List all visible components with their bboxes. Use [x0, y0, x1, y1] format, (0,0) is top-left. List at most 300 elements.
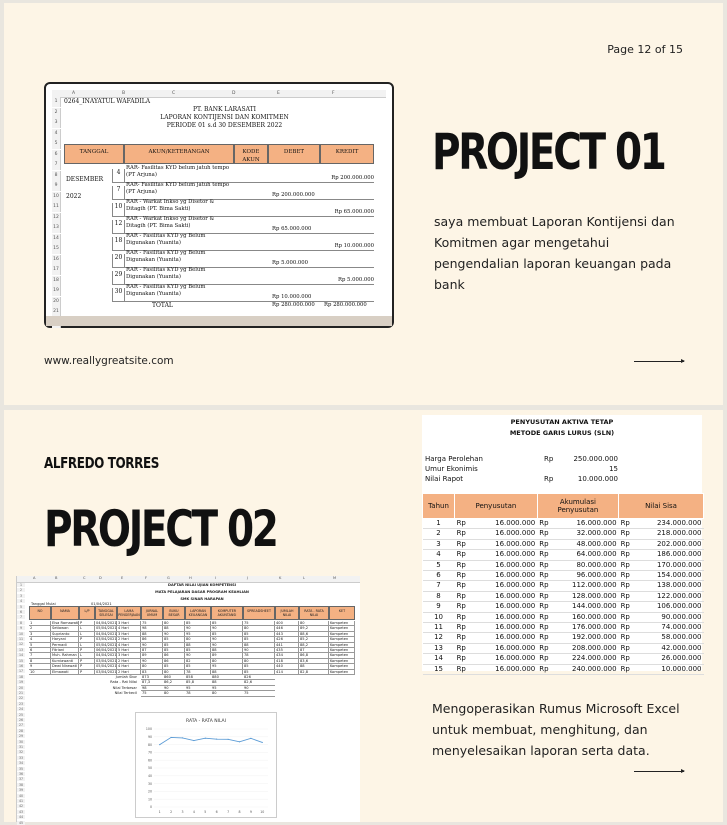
currency-label: Rp: [539, 623, 549, 632]
amount-cell: [537, 550, 618, 560]
table-cell: 90: [211, 626, 243, 631]
table-cell: 4: [29, 637, 51, 642]
column-letter: K: [279, 576, 282, 580]
table-cell: Kompeten: [329, 637, 355, 642]
table-cell: 2 Hari: [117, 670, 141, 675]
ledger-row: [112, 267, 374, 285]
amount-cell: [619, 581, 704, 591]
table-cell: 400: [275, 621, 299, 626]
table-cell: 85: [243, 632, 275, 637]
table-cell: Kompeten: [329, 643, 355, 648]
column-letter: J: [247, 576, 249, 580]
amount-cell: [537, 529, 618, 539]
ledger-kredit: Rp 65.000.000: [334, 209, 374, 215]
amount-cell: [455, 571, 538, 581]
y-tick-label: 30: [147, 781, 152, 786]
x-tick-label: 3: [181, 810, 184, 814]
ledger-account: RAR- Fasilitas KYD belum jatuh tempo (PT Arjuna): [126, 182, 230, 195]
table-cell: Permadi: [51, 643, 79, 648]
amount-cell: [619, 519, 704, 529]
table-row: [423, 571, 704, 581]
info-label: Umur Ekonimis: [425, 465, 478, 473]
amount-value: 16.000.000: [495, 581, 536, 590]
table-cell: 446: [275, 626, 299, 631]
summary-cell: 75: [243, 691, 275, 696]
year-cell: 9: [423, 602, 455, 612]
penyusutan-subtitle: METODE GARIS LURUS (SLN): [509, 429, 615, 437]
penyusutan-table-screenshot: [422, 415, 702, 671]
kontijensi-sheet: [52, 90, 386, 320]
table-header: AKUN/KETERANGAN: [124, 144, 234, 164]
ledger-day: 18: [112, 237, 125, 250]
table-cell: 88: [185, 643, 211, 648]
amount-cell: [455, 623, 538, 633]
amount-cell: [619, 612, 704, 622]
table-header: KODE AKUN: [234, 144, 268, 164]
y-tick-label: 90: [147, 735, 152, 739]
ledger-debet: Rp 65.000.000: [272, 226, 312, 232]
table-cell: 441: [275, 643, 299, 648]
column-letter: C: [172, 91, 176, 96]
amount-value: 202.000.000: [656, 539, 702, 548]
ledger-day: 30: [112, 288, 125, 301]
table-header: NO: [29, 606, 51, 620]
year-cell: 14: [423, 654, 455, 664]
row-number: 4: [52, 129, 61, 139]
table-cell: Elsa Ramawati: [52, 621, 79, 625]
table-cell: 85: [185, 664, 211, 669]
ledger-account: RAR - Fasilitas KYD yg Belum Digunakan (Yuanita): [126, 250, 206, 263]
column-letter: E: [277, 91, 280, 96]
table-cell: 435: [275, 648, 299, 653]
table-cell: 88,2: [299, 643, 329, 648]
amount-value: 218.000.000: [656, 529, 702, 538]
project-title: PROJECT 02: [44, 500, 277, 558]
currency-label: Rp: [539, 581, 549, 590]
amount-cell: [619, 623, 704, 633]
table-cell: Kompeten: [329, 626, 355, 631]
table-cell: 90: [163, 632, 185, 637]
x-tick-label: 9: [249, 810, 252, 814]
table-cell: 5: [29, 643, 51, 648]
column-letter: L: [303, 576, 306, 580]
table-cell: 426: [275, 637, 299, 642]
table-cell: 4 Hari: [117, 664, 141, 669]
average-chart: [135, 712, 277, 818]
table-cell: 82,8: [299, 670, 329, 675]
table-header: DEBET: [268, 144, 320, 164]
amount-value: 16.000.000: [495, 623, 536, 632]
currency-label: Rp: [620, 623, 630, 632]
year-cell: 11: [423, 623, 455, 633]
row-number: 17: [18, 669, 24, 674]
row-number: 13: [18, 647, 24, 652]
ledger-day: 20: [112, 254, 125, 267]
summary-cell: 880: [211, 675, 243, 680]
amount-value: 186.000.000: [656, 550, 702, 559]
amount-value: 32.000.000: [576, 529, 617, 538]
row-number: 1: [17, 583, 25, 587]
row-number: 45: [18, 820, 24, 825]
row-number: 9: [17, 626, 25, 630]
summary-cell: 858: [185, 675, 211, 680]
total-debet: Rp 280.000.000: [272, 302, 315, 308]
table-cell: 89: [211, 653, 243, 658]
amount-cell: [537, 519, 618, 529]
table-cell: 85: [185, 621, 211, 626]
column-letter: B: [122, 91, 126, 96]
amount-cell: [537, 602, 618, 612]
summary-cell: 873: [141, 675, 163, 680]
currency-label: Rp: [456, 539, 466, 548]
table-cell: 88: [163, 626, 185, 631]
amount-cell: [455, 581, 538, 591]
amount-cell: [619, 664, 704, 674]
table-header: JURNAL UMUM: [141, 606, 163, 620]
table-row: [423, 560, 704, 570]
amount-value: 16.000.000: [495, 602, 536, 611]
page-number: Page 12 of 15: [607, 43, 683, 56]
row-number: 12: [18, 642, 24, 647]
currency-label: Rp: [539, 633, 549, 642]
table-header: JUMLAH NILAI: [275, 606, 299, 620]
amount-value: 80.000.000: [576, 560, 617, 569]
year-cell: 1: [423, 519, 455, 529]
y-tick-label: 40: [147, 774, 152, 778]
row-number: 10: [18, 631, 24, 636]
currency-label: Rp: [620, 591, 630, 600]
row-number: 30: [18, 739, 24, 744]
amount-cell: [537, 654, 618, 664]
row-number: 16: [52, 255, 61, 265]
ledger-account: RAR - Fasilitas KYD yg Belum Digunakan (Yuanita): [126, 267, 206, 280]
row-number: 32: [18, 750, 24, 755]
table-cell: 440: [275, 664, 299, 669]
amount-value: 64.000.000: [576, 550, 617, 559]
column-letter: F: [145, 576, 148, 580]
row-number: 19: [52, 286, 61, 296]
table-cell: P: [79, 621, 95, 626]
currency-label: Rp: [620, 529, 630, 538]
amount-cell: [455, 519, 538, 529]
currency-label: Rp: [456, 623, 466, 632]
summary-cell: 90: [163, 686, 185, 691]
project-title: PROJECT 01: [432, 123, 665, 181]
table-cell: 85: [163, 648, 185, 653]
table-cell: 80: [185, 637, 211, 642]
summary-label: Rata - Rat Nilai: [110, 680, 137, 685]
table-cell: 78: [185, 670, 211, 675]
table-cell: 85: [163, 643, 185, 648]
currency-label: Rp: [620, 664, 630, 673]
tanggal-value: 01/04/2021: [91, 602, 112, 606]
data-point: [171, 737, 172, 738]
table-header: LAMA PENGERJAAN: [117, 606, 141, 620]
amount-cell: [455, 633, 538, 643]
table-cell: 80: [243, 626, 275, 631]
amount-cell: [455, 529, 538, 539]
table-cell: 04/04/2021: [96, 621, 117, 625]
currency-label: Rp: [539, 664, 549, 673]
summary-cell: 90: [243, 686, 275, 691]
currency-label: Rp: [456, 612, 466, 621]
ledger-row: [112, 199, 374, 217]
year-cell: 5: [423, 560, 455, 570]
amount-value: 128.000.000: [572, 591, 617, 600]
table-cell: 6: [29, 648, 51, 653]
amount-cell: [619, 602, 704, 612]
row-number: 4: [17, 599, 25, 603]
ledger-account: RAR - Warkat Inkso yg Disetor & Ditagih (PT. Bima Sakti): [126, 216, 215, 229]
table-header: NAMA: [51, 606, 79, 620]
info-currency: Rp: [544, 475, 554, 483]
row-number: 21: [18, 691, 24, 695]
currency-label: Rp: [620, 560, 630, 569]
amount-cell: [455, 539, 538, 549]
table-cell: 1: [29, 621, 51, 626]
slide-project-01: [4, 3, 723, 405]
column-letter: A: [72, 91, 76, 96]
table-cell: 03/04/2021: [96, 658, 117, 663]
table-cell: 04/04/2021: [96, 631, 117, 636]
currency-label: Rp: [456, 560, 466, 569]
amount-value: 16.000.000: [495, 539, 536, 548]
amount-value: 16.000.000: [495, 612, 536, 621]
row-number: 17: [52, 265, 61, 275]
table-cell: 88,6: [299, 632, 329, 637]
ledger-day: 29: [112, 271, 125, 284]
column-letter: A: [33, 576, 36, 580]
row-number: 7: [17, 615, 25, 619]
amount-cell: [619, 654, 704, 664]
arrow-right-icon: [634, 771, 684, 772]
currency-label: Rp: [539, 612, 549, 621]
x-tick-label: 10: [260, 810, 265, 814]
amount-value: 122.000.000: [656, 591, 702, 600]
amount-value: 170.000.000: [656, 560, 702, 569]
currency-label: Rp: [456, 664, 466, 673]
column-letter: D: [99, 576, 102, 580]
amount-cell: [619, 529, 704, 539]
table-header: TANGGAL SELESAI: [95, 606, 117, 620]
table-cell: 90: [243, 648, 275, 653]
amount-cell: [619, 643, 704, 653]
table-cell: Kompeten: [329, 653, 355, 658]
summary-cell: 86,2: [163, 680, 185, 685]
info-label: Harga Perolehan: [425, 455, 483, 463]
summary-cell: 95: [211, 686, 243, 691]
table-row: [423, 529, 704, 539]
currency-label: Rp: [456, 519, 466, 527]
amount-value: 112.000.000: [572, 581, 617, 590]
currency-label: Rp: [456, 633, 466, 642]
y-tick-label: 50: [147, 766, 152, 771]
amount-value: 16.000.000: [495, 519, 536, 527]
currency-label: Rp: [620, 633, 630, 642]
table-cell: 86,8: [299, 653, 329, 658]
table-cell: Kompeten: [329, 670, 355, 675]
table-cell: 9: [29, 664, 51, 669]
year-cell: 8: [423, 591, 455, 601]
row-number: 40: [18, 793, 24, 798]
table-cell: 10: [29, 670, 51, 675]
date-year: 2022: [66, 193, 82, 200]
table-cell: 85: [163, 637, 185, 642]
website-link[interactable]: www.reallygreatsite.com: [44, 355, 174, 367]
row-number: 43: [18, 809, 24, 814]
table-cell: 75: [141, 621, 163, 626]
ledger-row: [112, 233, 374, 251]
x-tick-label: 1: [158, 810, 161, 814]
row-number: 9: [52, 181, 61, 191]
row-number: 13: [52, 223, 61, 233]
table-cell: 85: [243, 664, 275, 669]
amount-value: 90.000.000: [661, 612, 702, 621]
ledger-day: 7: [112, 186, 125, 199]
year-cell: 10: [423, 612, 455, 622]
currency-label: Rp: [456, 529, 466, 538]
table-row: [423, 581, 704, 591]
table-row: [423, 591, 704, 601]
table-header: SPREADSHEET: [243, 606, 275, 620]
info-value: 250.000.000: [573, 455, 618, 463]
table-cell: 05/04/2021: [96, 642, 117, 647]
amount-cell: [537, 591, 618, 601]
column-letter: B: [55, 576, 58, 580]
summary-cell: 85,8: [185, 680, 211, 685]
table-cell: 90: [211, 643, 243, 648]
table-cell: 85: [243, 670, 275, 675]
table-cell: 88: [211, 670, 243, 675]
row-number: 15: [52, 244, 61, 254]
currency-label: Rp: [456, 581, 466, 590]
currency-label: Rp: [539, 539, 549, 548]
table-cell: Haryani: [51, 637, 79, 642]
table-cell: P: [79, 659, 95, 664]
table-cell: 8: [29, 659, 51, 664]
table-cell: 414: [275, 670, 299, 675]
amount-value: 58.000.000: [661, 633, 702, 642]
row-number: 11: [52, 202, 61, 212]
ledger-row: [112, 284, 374, 302]
table-cell: 85: [211, 632, 243, 637]
table-cell: 98: [141, 626, 163, 631]
summary-cell: 80: [211, 691, 243, 696]
table-row: [423, 643, 704, 653]
amount-value: 160.000.000: [572, 612, 617, 621]
table-cell: 95: [185, 632, 211, 637]
amount-cell: [537, 560, 618, 570]
date-month: DESEMBER: [66, 176, 104, 183]
amount-cell: [537, 623, 618, 633]
table-row: [423, 519, 704, 529]
table-cell: 87: [299, 648, 329, 653]
row-number: 42: [18, 804, 24, 809]
currency-label: Rp: [456, 654, 466, 663]
row-number: 1: [52, 97, 61, 107]
ledger-day: 12: [112, 220, 125, 233]
penyusutan-title: PENYUSUTAN AKTIVA TETAP: [510, 418, 614, 426]
table-cell: 2 Hari: [117, 637, 141, 642]
currency-label: Rp: [456, 571, 466, 580]
y-tick-label: 100: [145, 727, 152, 732]
ledger-kredit: Rp 200.000.000: [331, 175, 374, 181]
currency-label: Rp: [539, 571, 549, 580]
summary-cell: 98: [141, 686, 163, 691]
table-cell: Kompeten: [329, 659, 355, 664]
table-cell: 85: [185, 648, 211, 653]
data-point: [216, 739, 217, 740]
project-description: Mengoperasikan Rumus Microsoft Excel untuk membuat, menghitung, dan menyelesaikan laporan serta data.: [432, 701, 680, 758]
table-cell: Muh. Rahman: [51, 653, 79, 658]
amount-value: 16.000.000: [495, 550, 536, 559]
row-number: 11: [18, 637, 24, 641]
project-description: saya membuat Laporan Kontijensi dan Komitmen agar mengetahui pengendalian laporan keuangan pada bank: [434, 214, 675, 292]
table-cell: L: [79, 626, 95, 631]
year-cell: 7: [423, 581, 455, 591]
amount-cell: [537, 539, 618, 549]
arrow-right-icon: [634, 361, 684, 362]
row-number: 36: [18, 772, 24, 776]
year-cell: 3: [423, 539, 455, 549]
row-number: 22: [18, 696, 24, 701]
amount-value: 16.000.000: [576, 519, 617, 527]
y-tick-label: 80: [147, 742, 152, 747]
table-cell: 03/04/2021: [96, 669, 117, 674]
table-row: [423, 612, 704, 622]
row-number: 20: [18, 685, 24, 690]
year-cell: 6: [423, 571, 455, 581]
table-header: BUKU BESAR: [163, 606, 185, 620]
x-tick-label: 4: [192, 810, 195, 814]
x-tick-label: 5: [204, 810, 207, 814]
amount-cell: [455, 550, 538, 560]
table-cell: 418: [275, 659, 299, 664]
table-cell: 88: [299, 664, 329, 669]
amount-value: 26.000.000: [661, 654, 702, 663]
column-header-row: [17, 576, 360, 583]
amount-value: 106.000.000: [656, 602, 702, 611]
table-row: [423, 550, 704, 560]
table-cell: 03/04/2021: [96, 637, 117, 642]
currency-label: Rp: [620, 571, 630, 580]
row-number: 44: [18, 815, 24, 820]
sheet-title-line: SMK SINAR HARAPAN: [180, 597, 224, 601]
row-number: 19: [18, 680, 24, 685]
ledger-row: [112, 250, 374, 268]
table-cell: 434: [275, 653, 299, 658]
table-row: [423, 539, 704, 549]
row-number: 8: [52, 171, 61, 181]
currency-label: Rp: [456, 550, 466, 559]
table-cell: 85,2: [299, 637, 329, 642]
table-cell: 95: [211, 664, 243, 669]
table-cell: Kurniawanti: [51, 659, 79, 664]
row-number: 2: [17, 588, 25, 592]
row-number: 29: [18, 734, 24, 739]
table-cell: P: [79, 648, 95, 653]
amount-cell: [537, 643, 618, 653]
bank-name: PT. BANK LARASATI: [192, 106, 256, 113]
sheet-footer-band: [46, 316, 392, 326]
report-title: LAPORAN KONTIJENSI DAN KOMITMEN: [160, 114, 289, 121]
table-row: [423, 654, 704, 664]
column-letter: E: [121, 576, 124, 580]
currency-label: Rp: [456, 643, 466, 652]
table-cell: Kompeten: [329, 632, 355, 637]
currency-label: Rp: [539, 602, 549, 611]
currency-label: Rp: [620, 550, 630, 559]
